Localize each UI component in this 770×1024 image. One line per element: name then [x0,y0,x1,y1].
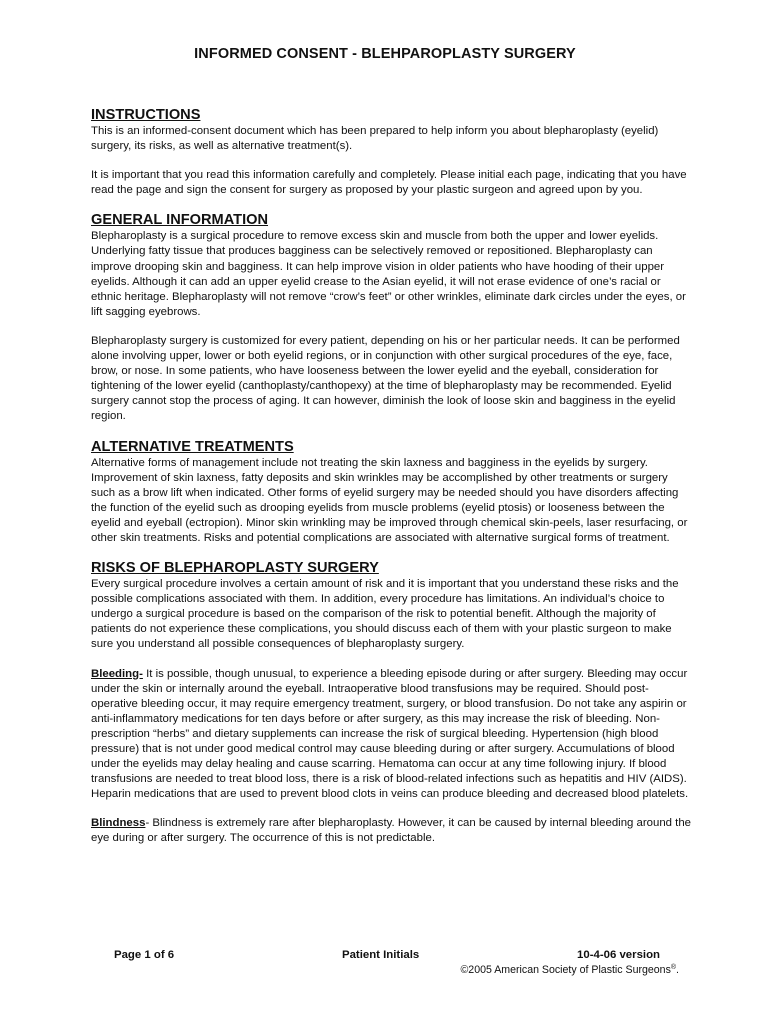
general-information-heading: GENERAL INFORMATION [91,212,269,229]
copyright-text: ©2005 American Society of Plastic Surgeons [460,964,671,976]
alternative-treatments-heading: ALTERNATIVE TREATMENTS [91,438,294,455]
blindness-label: Blindness [91,817,146,830]
registered-mark: ® [670,964,677,971]
instructions-paragraph-2: It is important that you read this information carefully and completely. Please initial each page, indicating that you have read the page and sign the consent for surgery as proposed by your plastic surgeon and agreed upon by you. [91,169,687,197]
alternative-paragraph-1: Alternative forms of management include not treating the skin laxness and bagginess in the eyelids by surgery. Improvement of skin laxness, fatty deposits and skin wrinkles may be accomplished by other treatments or surgery such as a brow lift when indicated. Other forms of eyelid surgery may be needed should you have disorders affecting the function of the eyelid such as drooping eyelids from muscle problems (eyelid ptosis) or looseness between the eyelid and eyeball (ectropion). Minor skin wrinkling may be improved through chemical skin-peels, laser resurfacing, or other skin treatments. Risks and potential complications are associated with alternative surgical forms of treatment. [91,456,688,544]
bleeding-paragraph [91,667,691,803]
version-label: 10-4-06 version [577,949,660,961]
instructions-paragraph-1: This is an informed-consent document which has been prepared to help inform you about blepharoplasty (eyelid) surgery, its risks, as well as alternative treatment(s). [91,125,659,153]
copyright-notice [461,964,680,976]
general-paragraph-1: Blepharoplasty is a surgical procedure to remove excess skin and muscle from both the upper and lower eyelids. Underlying fatty tissue that produces bagginess can be selectively removed or repositioned. Blepharoplasty can improve drooping skin and bagginess. It can help improve vision in older patients who have hooding of their upper eyelids. Although it can add an upper eyelid crease to the Asian eyelid, it will not erase evidence of one’s racial or ethnic heritage. Blepharoplasty will not remove “crow’s feet” or other wrinkles, eliminate dark circles under the eyes, or lift sagging eyebrows. [91,230,686,318]
copyright-period: . [676,964,679,976]
risks-heading: RISKS OF BLEPHAROPLASTY SURGERY [91,560,379,577]
document-body [91,107,691,847]
document-title: INFORMED CONSENT - BLEHPAROPLASTY SURGERY [194,46,576,62]
general-paragraph-2: Blepharoplasty surgery is customized for every patient, depending on his or her particular needs. It can be performed alone involving upper, lower or both eyelid regions, or in conjunction with other surgical procedures of the eye, face, brow, or nose. In some patients, who have looseness between the lower eyelid and the eyeball, consideration for tightening of the lower eyelid (canthoplasty/canthopexy) at the time of blepharoplasty may be recommended. Eyelid surgery cannot stop the process of aging. It can however, diminish the look of loose skin and bagginess in the eyelid region. [91,334,680,423]
blindness-paragraph [91,816,691,846]
blindness-text: - Blindness is extremely rare after blepharoplasty. However, it can be caused by internal bleeding around the eye during or after surgery. The occurrence of this is not predictable. [91,817,692,845]
page-number: Page 1 of 6 [114,949,175,961]
instructions-heading: INSTRUCTIONS [91,107,201,123]
risks-paragraph-1: Every surgical procedure involves a certain amount of risk and it is important that you understand these risks and the possible complications associated with them. In addition, every procedure has limitations. An individual’s choice to undergo a surgical procedure is based on the comparison of the risk to potential benefit. Although the majority of patients do not experience these complications, you should discuss each of them with your plastic surgeon to make sure you understand all possible consequences of blepharoplasty surgery. [91,578,679,651]
patient-initials-label: Patient Initials [342,949,420,961]
bleeding-label: Bleeding- [91,667,143,680]
bleeding-text: It is possible, though unusual, to experience a bleeding episode during or after surgery. Bleeding may occur under the skin or internally around the eyeball. Intraoperative blood transfusions may be required. Should post-operative bleeding occur, it may require emergency treatment, surgery, or blood transfusion. Do not take any aspirin or anti-inflammatory medications for ten days before or after surgery, as this may increase the risk of bleeding. Non-prescription “herbs” and dietary supplements can increase the risk of surgical bleeding. Hypertension (high blood pressure) that is not under good medical control may cause bleeding during or after surgery. Accumulations of blood under the eyelids may delay healing and cause scarring. Hematoma can occur at any time following injury. If blood transfusions are needed to treat blood loss, there is a risk of blood-related infections such as hepatitis and HIV (AIDS). Heparin medications that are used to prevent blood clots in veins can produce bleeding and decreased blood platelets. [91,667,689,801]
